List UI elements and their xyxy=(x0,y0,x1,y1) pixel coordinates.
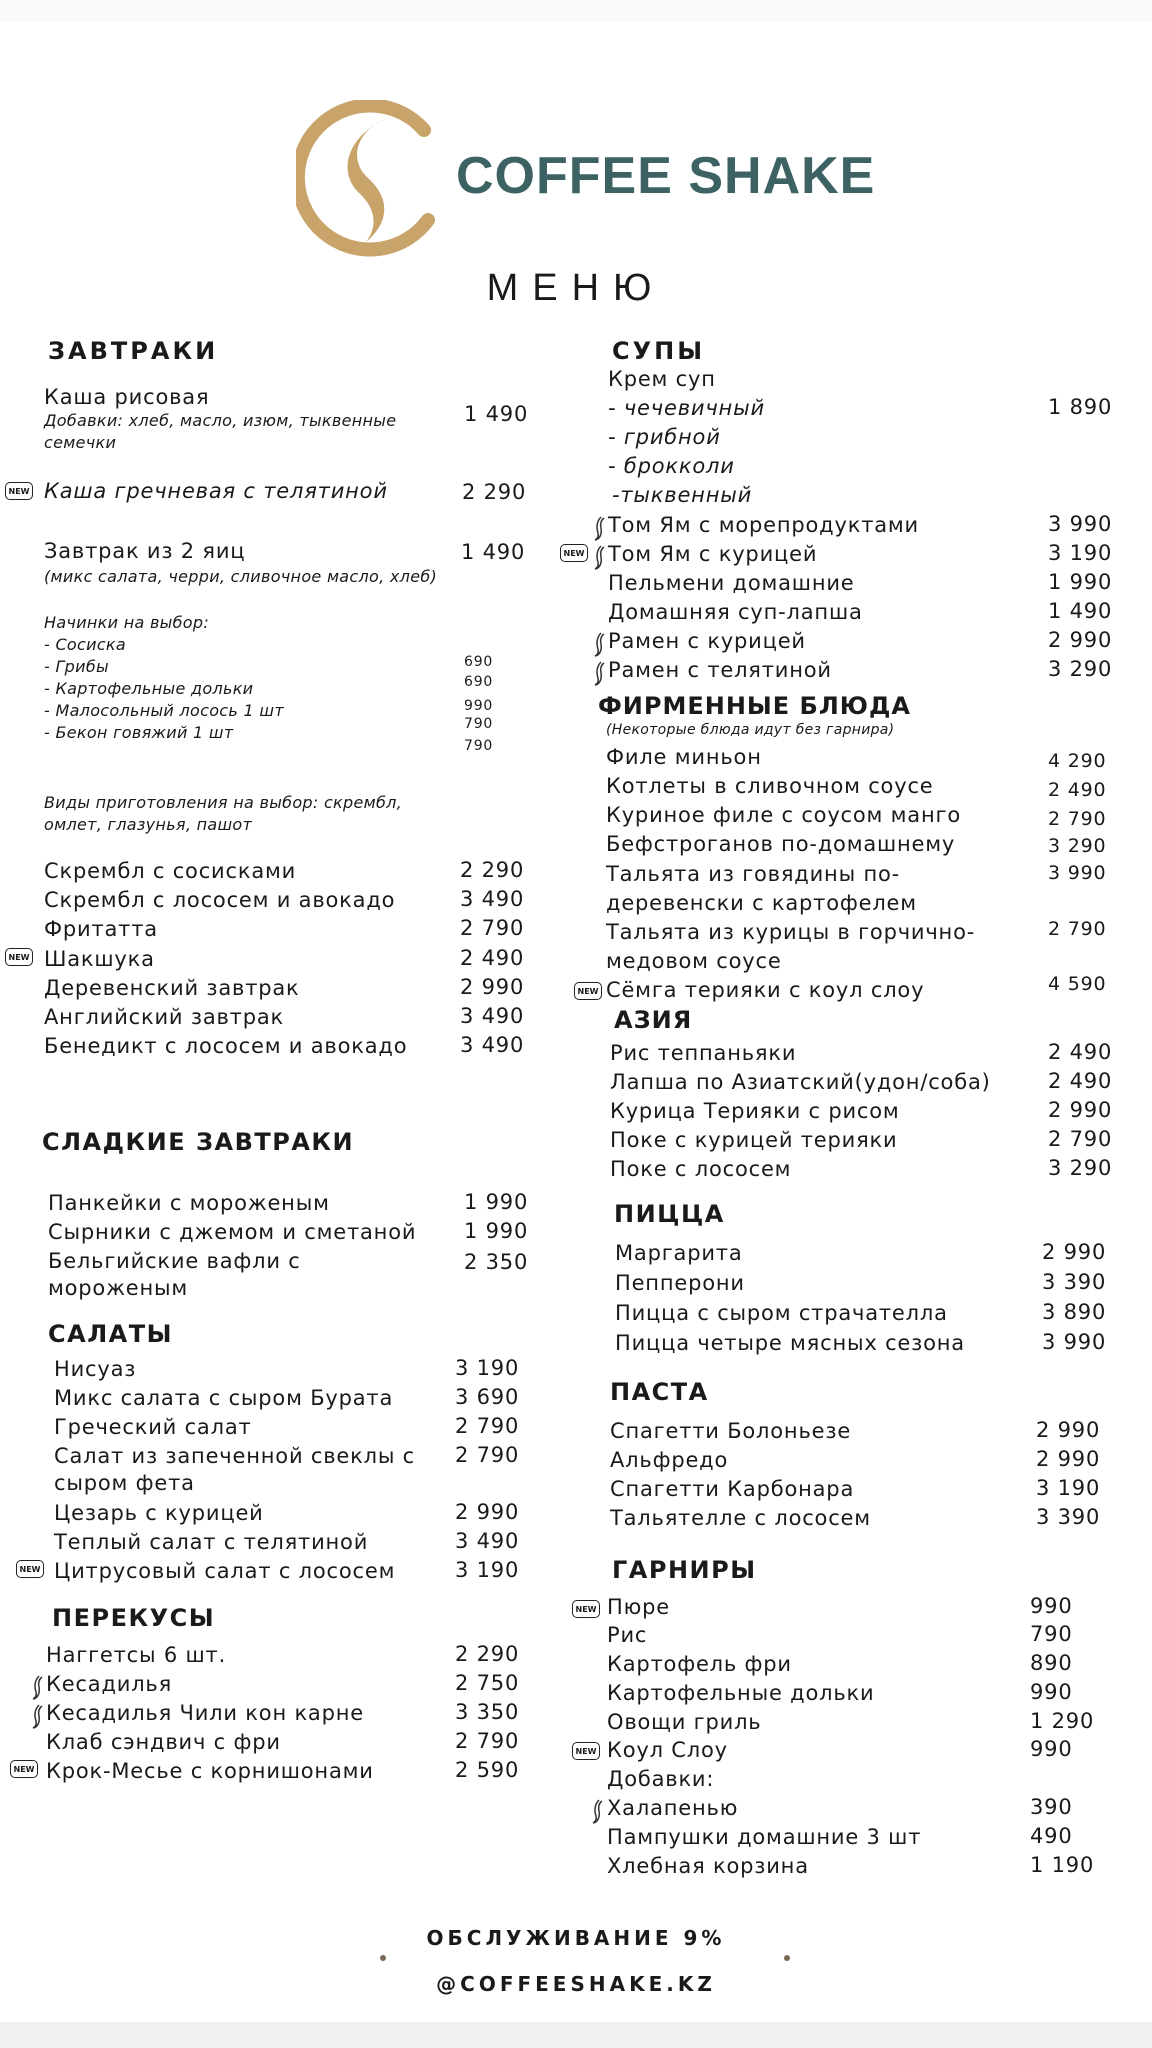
item-note: (микс салата, черри, сливочное масло, хлеб) xyxy=(44,567,438,586)
filling-option: - Малосольный лосось 1 шт xyxy=(44,701,284,720)
menu-page xyxy=(0,22,1152,2022)
menu-item-name: Кесадилья xyxy=(46,1672,173,1696)
menu-item-name: Скрембл с сосисками xyxy=(44,859,297,883)
menu-item-price: 1 490 xyxy=(461,540,526,564)
menu-item-price: 3 890 xyxy=(1042,1300,1107,1324)
menu-item-price: 3 490 xyxy=(460,1004,525,1028)
menu-item-price: 2 350 xyxy=(464,1250,529,1274)
menu-item-price: 2 990 xyxy=(1048,1098,1113,1122)
chili-pepper-icon xyxy=(592,544,606,570)
chili-pepper-icon xyxy=(30,1703,44,1729)
chili-pepper-icon xyxy=(592,631,606,657)
menu-item-name: Каша гречневая с телятиной xyxy=(44,479,388,503)
menu-item-name: Деревенский завтрак xyxy=(44,976,300,1000)
menu-item-name: Том Ям с курицей xyxy=(608,542,818,566)
menu-item-name: Панкейки с мороженым xyxy=(48,1191,330,1215)
menu-item-name: Лапша по Азиатский(удон/соба) xyxy=(610,1070,991,1094)
menu-item-name: Кесадилья Чили кон карне xyxy=(46,1701,364,1725)
filling-option: - Грибы xyxy=(44,657,109,676)
menu-item-price: 2 290 xyxy=(455,1642,520,1666)
new-badge-icon: NEW xyxy=(572,1600,600,1618)
menu-item-price: 3 290 xyxy=(1048,835,1107,857)
menu-item-price: 2 790 xyxy=(460,916,525,940)
filling-price: 990 xyxy=(464,698,494,714)
menu-item-name: Спагетти Болоньезе xyxy=(610,1419,852,1443)
menu-item-price: 3 190 xyxy=(455,1356,520,1380)
menu-item-name: Английский завтрак xyxy=(44,1005,284,1029)
filling-option: - Сосиска xyxy=(44,635,126,654)
menu-item-name: Рамен с курицей xyxy=(608,629,806,653)
menu-item-price: 3 490 xyxy=(455,1529,520,1553)
new-badge-icon: NEW xyxy=(560,544,588,562)
new-badge-icon: NEW xyxy=(574,982,602,1000)
page-title: МЕНЮ xyxy=(486,267,666,309)
brand-name: COFFEE SHAKE xyxy=(456,147,876,205)
menu-item-price: 4 590 xyxy=(1048,973,1107,995)
item-note: Добавки: хлеб, масло, изюм, тыквенные семечки xyxy=(44,411,397,452)
footer-dot-icon xyxy=(784,1955,790,1961)
filling-price: 690 xyxy=(464,654,494,670)
coffee-shake-logo-icon xyxy=(296,100,446,260)
section-heading-soups: СУПЫ xyxy=(612,337,706,365)
menu-item-name: Теплый салат с телятиной xyxy=(54,1530,369,1554)
soup-variant: - чечевичный xyxy=(608,396,765,420)
menu-item-name: Тальята из говядины по-деревенски с картофелем xyxy=(606,862,917,915)
soup-variant: - брокколи xyxy=(608,454,735,478)
menu-item-name: Тальята из курицы в горчично-медовом соусе xyxy=(606,920,976,973)
menu-item-name: Рис теппаньяки xyxy=(610,1041,797,1065)
menu-item-price: 3 990 xyxy=(1042,1330,1107,1354)
menu-item-price: 490 xyxy=(1030,1824,1073,1848)
menu-item-name: Салат из запеченной свеклы с сыром фета xyxy=(54,1444,416,1495)
menu-item-price: 3 690 xyxy=(455,1385,520,1409)
menu-item-price: 1 490 xyxy=(464,402,529,426)
soup-variant: -тыквенный xyxy=(612,483,753,507)
menu-item-price: 2 990 xyxy=(460,975,525,999)
addons-label: Добавки: xyxy=(607,1767,715,1791)
menu-item-name: Цитрусовый салат с лососем xyxy=(54,1559,396,1583)
menu-item-name: Пампушки домашние 3 шт xyxy=(607,1825,922,1849)
section-heading-salads: САЛАТЫ xyxy=(48,1320,173,1348)
menu-item-price: 1 890 xyxy=(1048,395,1113,419)
new-badge-icon: NEW xyxy=(5,948,33,966)
menu-item-price: 1 990 xyxy=(1048,570,1113,594)
menu-item-name: Бельгийские вафли с мороженым xyxy=(48,1249,301,1300)
menu-item-price: 1 990 xyxy=(464,1219,529,1243)
instagram-handle: @COFFEESHAKE.KZ xyxy=(436,1972,716,1996)
menu-item-name: Альфредо xyxy=(610,1448,729,1472)
menu-item-name: Домашняя суп-лапша xyxy=(608,600,863,624)
menu-item-name: Скрембл с лососем и авокадо xyxy=(44,888,396,912)
section-heading-asia: АЗИЯ xyxy=(614,1006,693,1034)
menu-item-price: 3 190 xyxy=(1036,1476,1101,1500)
menu-item-price: 990 xyxy=(1030,1594,1073,1618)
soup-variant: - грибной xyxy=(608,425,721,449)
menu-item-price: 2 590 xyxy=(455,1758,520,1782)
menu-item-price: 990 xyxy=(1030,1680,1073,1704)
menu-item-price: 790 xyxy=(1030,1622,1073,1646)
menu-item-price: 2 990 xyxy=(1036,1447,1101,1471)
menu-item-name: Завтрак из 2 яиц xyxy=(44,539,246,563)
menu-item-name: Греческий салат xyxy=(54,1415,252,1439)
menu-item-price: 3 190 xyxy=(455,1558,520,1582)
filling-price: 790 xyxy=(464,716,494,732)
menu-item-price: 2 790 xyxy=(1048,808,1107,830)
menu-item-price: 2 490 xyxy=(460,946,525,970)
menu-item-price: 2 290 xyxy=(460,858,525,882)
menu-item-name: Картофельные дольки xyxy=(607,1681,875,1705)
menu-item-price: 2 490 xyxy=(1048,779,1107,801)
menu-item-name: Наггетсы 6 шт. xyxy=(46,1643,227,1667)
menu-item-price: 2 790 xyxy=(455,1443,520,1467)
menu-item-price: 1 290 xyxy=(1030,1709,1095,1733)
menu-item-price: 3 990 xyxy=(1048,512,1113,536)
service-charge-note: ОБСЛУЖИВАНИЕ 9% xyxy=(426,1926,726,1950)
menu-item-price: 1 990 xyxy=(464,1190,529,1214)
menu-item-name: Каша рисовая xyxy=(44,385,210,409)
menu-item-name: Маргарита xyxy=(615,1241,743,1265)
menu-item-name: Тальятелле с лососем xyxy=(610,1506,871,1530)
menu-item-name: Микс салата с сыром Бурата xyxy=(54,1386,394,1410)
menu-item-price: 390 xyxy=(1030,1795,1073,1819)
chili-pepper-icon xyxy=(592,515,606,541)
chili-pepper-icon xyxy=(30,1674,44,1700)
menu-item-price: 3 390 xyxy=(1042,1270,1107,1294)
menu-item-price: 2 790 xyxy=(1048,1127,1113,1151)
menu-item-price: 3 490 xyxy=(460,1033,525,1057)
menu-item-price: 2 750 xyxy=(455,1671,520,1695)
section-heading-sweet: СЛАДКИЕ ЗАВТРАКИ xyxy=(42,1128,355,1156)
menu-item-price: 1 190 xyxy=(1030,1853,1095,1877)
menu-item-name: Бефстроганов по-домашнему xyxy=(606,832,956,856)
menu-item-name: Пицца с сыром страчателла xyxy=(615,1301,948,1325)
menu-item-price: 2 990 xyxy=(1042,1240,1107,1264)
menu-item-name: Халапенью xyxy=(607,1796,739,1820)
filling-price: 690 xyxy=(464,674,494,690)
menu-item-name: Картофель фри xyxy=(607,1652,792,1676)
menu-item-price: 2 790 xyxy=(455,1729,520,1753)
menu-item-price: 2 790 xyxy=(455,1414,520,1438)
filling-price: 790 xyxy=(464,738,494,754)
menu-item-name: Цезарь с курицей xyxy=(54,1501,264,1525)
menu-item-price: 2 790 xyxy=(1048,918,1107,940)
menu-item-price: 2 290 xyxy=(462,480,527,504)
menu-item-name: Крем суп xyxy=(608,367,716,391)
menu-item-price: 3 490 xyxy=(460,887,525,911)
menu-item-name: Курица Терияки с рисом xyxy=(610,1099,900,1123)
menu-item-name: Пюре xyxy=(607,1595,670,1619)
new-badge-icon: NEW xyxy=(10,1760,38,1778)
menu-item-price: 4 290 xyxy=(1048,750,1107,772)
menu-item-name: Филе миньон xyxy=(606,745,762,769)
chili-pepper-icon xyxy=(592,660,606,686)
menu-item-price: 3 350 xyxy=(455,1700,520,1724)
menu-item-name: Рамен с телятиной xyxy=(608,658,832,682)
menu-item-price: 2 490 xyxy=(1048,1069,1113,1093)
menu-item-price: 3 990 xyxy=(1048,862,1107,884)
menu-item-name: Хлебная корзина xyxy=(607,1854,809,1878)
menu-item-name: Пепперони xyxy=(615,1271,745,1295)
menu-item-name: Овощи гриль xyxy=(607,1710,762,1734)
footer-dot-icon xyxy=(380,1955,386,1961)
menu-item-name: Фритатта xyxy=(44,917,158,941)
section-heading-snacks: ПЕРЕКУСЫ xyxy=(52,1604,216,1632)
menu-item-name: Рис xyxy=(607,1623,648,1647)
menu-item-price: 890 xyxy=(1030,1651,1073,1675)
filling-option: - Картофельные дольки xyxy=(44,679,254,698)
menu-item-price: 3 390 xyxy=(1036,1505,1101,1529)
section-heading-sides: ГАРНИРЫ xyxy=(612,1556,757,1584)
fillings-title: Начинки на выбор: xyxy=(44,613,210,632)
menu-item-price: 2 990 xyxy=(1036,1418,1101,1442)
new-badge-icon: NEW xyxy=(572,1742,600,1760)
section-heading-signature: ФИРМЕННЫЕ БЛЮДА xyxy=(598,692,911,720)
section-heading-pizza: ПИЦЦА xyxy=(614,1200,725,1228)
menu-item-name: Пицца четыре мясных сезона xyxy=(615,1331,965,1355)
menu-item-name: Бенедикт с лососем и авокадо xyxy=(44,1034,408,1058)
menu-item-price: 3 290 xyxy=(1048,657,1113,681)
section-note: (Некоторые блюда идут без гарнира) xyxy=(606,722,895,738)
new-badge-icon: NEW xyxy=(5,482,33,500)
menu-item-price: 3 290 xyxy=(1048,1156,1113,1180)
menu-item-price: 1 490 xyxy=(1048,599,1113,623)
section-heading-pasta: ПАСТА xyxy=(610,1378,709,1406)
menu-item-price: 2 490 xyxy=(1048,1040,1113,1064)
chili-pepper-icon xyxy=(590,1798,604,1824)
menu-item-price: 2 990 xyxy=(455,1500,520,1524)
menu-item-name: Том Ям с морепродуктами xyxy=(608,513,919,537)
menu-item-name: Котлеты в сливочном соусе xyxy=(606,774,934,798)
bottom-strip xyxy=(0,2022,1152,2048)
menu-item-name: Пельмени домашние xyxy=(608,571,855,595)
menu-item-name: Сёмга терияки с коул слоу xyxy=(606,978,925,1002)
section-heading-breakfast: ЗАВТРАКИ xyxy=(48,337,219,365)
menu-item-name: Крок-Месье с корнишонами xyxy=(46,1759,374,1783)
menu-item-name: Спагетти Карбонара xyxy=(610,1477,855,1501)
menu-item-name: Поке с лососем xyxy=(610,1157,792,1181)
menu-item-price: 3 190 xyxy=(1048,541,1113,565)
menu-item-name: Поке с курицей терияки xyxy=(610,1128,898,1152)
menu-item-name: Сырники с джемом и сметаной xyxy=(48,1220,417,1244)
menu-item-price: 2 990 xyxy=(1048,628,1113,652)
cooking-options-note: Виды приготовления на выбор: скрембл, омлет, глазунья, пашот xyxy=(44,793,403,834)
menu-item-name: Куриное филе с соусом манго xyxy=(606,803,961,827)
menu-item-price: 990 xyxy=(1030,1737,1073,1761)
filling-option: - Бекон говяжий 1 шт xyxy=(44,723,234,742)
menu-item-name: Коул Слоу xyxy=(607,1738,728,1762)
menu-item-name: Нисуаз xyxy=(54,1357,137,1381)
menu-item-name: Шакшука xyxy=(44,947,155,971)
menu-item-name: Клаб сэндвич с фри xyxy=(46,1730,281,1754)
new-badge-icon: NEW xyxy=(16,1560,44,1578)
